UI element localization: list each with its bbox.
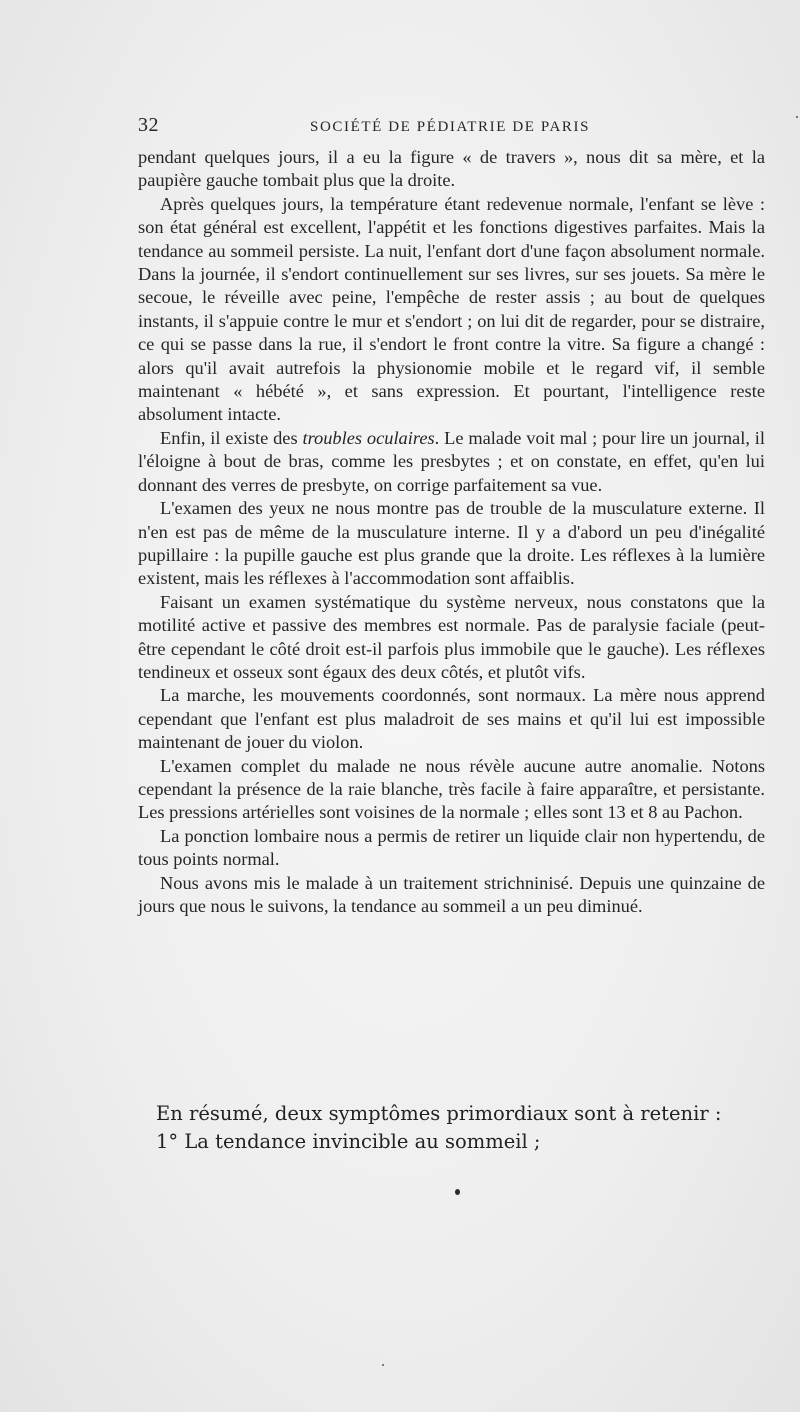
paragraph-text: . Le malade voit mal ; pour lire un journal, il l'éloigne à bout de bras, comme les presbytes ; et on constate, en effet, qu'en lui donnant des verres de presbyte, on corrige parfaitement sa vue. bbox=[138, 427, 765, 495]
paragraph: La marche, les mouvements coordonnés, sont normaux. La mère nous apprend cependant que l'enfant est plus maladroit de ses mains et qu'il lui est impossible maintenant de jouer du violon. bbox=[138, 685, 765, 753]
summary-block bbox=[156, 1100, 756, 1156]
italic-term: troubles oculaires bbox=[302, 427, 435, 448]
summary-intro: En résumé, deux symptômes primordiaux sont à retenir : bbox=[156, 1102, 722, 1125]
paragraph bbox=[138, 427, 765, 497]
page-number: 32 bbox=[138, 114, 159, 136]
page-header bbox=[138, 114, 762, 144]
paragraph: Nous avons mis le malade à un traitement strichninisé. Depuis une quinzaine de jours que nous le suivons, la tendance au sommeil a un peu diminué. bbox=[138, 872, 765, 916]
page-speck bbox=[382, 1364, 384, 1366]
running-head: SOCIÉTÉ DE PÉDIATRIE DE PARIS bbox=[310, 119, 591, 135]
paragraph-text: Enfin, il existe des bbox=[160, 427, 303, 448]
paragraph: L'examen des yeux ne nous montre pas de trouble de la musculature externe. Il n'en est pas de même de la musculature interne. Il y a d'abord un peu d'inégalité pupillaire : la pupille gauche est plus grande que la droite. Les réflexes à la lumière existent, mais les réflexes à l'accommodation sont affaiblis. bbox=[138, 498, 765, 589]
paragraph: La ponction lombaire nous a permis de retirer un liquide clair non hypertendu, de tous points normal. bbox=[138, 825, 765, 870]
summary-item-1: 1° La tendance invincible au sommeil ; bbox=[156, 1130, 541, 1153]
paragraph: Après quelques jours, la température étant redevenue normale, l'enfant se lève : son état général est excellent, l'appétit et les fonctions digestives parfaites. Mais la tendance au sommeil persiste. La nuit, l'enfant dort d'une façon absolument normale. Dans la journée, il s'endort continuellement sur ses livres, sur ses jouets. Sa mère le secoue, le réveille avec peine, l'empêche de rester assis ; au bout de quelques instants, il s'appuie contre le mur et s'endort ; on lui dit de regarder, pour se distraire, ce qui se passe dans la rue, il s'endort le front contre la vitre. Sa figure a changé : alors qu'il avait autrefois la physionomie mobile et le regard vif, il semble maintenant « hébété », et sans expression. Et pourtant, l'intelligence reste absolument intacte. bbox=[138, 193, 765, 425]
paragraph: pendant quelques jours, il a eu la figure « de travers », nous dit sa mère, et la paupière gauche tombait plus que la droite. bbox=[138, 147, 765, 191]
paragraph: Faisant un examen systématique du système nerveux, nous constatons que la motilité active et passive des membres est normale. Pas de paralysie faciale (peut-être cependant le côté droit est-il parfois plus immobile que le gauche). Les réflexes tendineux et osseux sont égaux des deux côtés, et plutôt vifs. bbox=[138, 591, 765, 682]
body-text bbox=[138, 146, 765, 918]
paragraph: L'examen complet du malade ne nous révèle aucune autre anomalie. Notons cependant la présence de la raie blanche, très facile à faire apparaître, et persistante. Les pressions artérielles sont voisines de la normale ; elles sont 13 et 8 au Pachon. bbox=[138, 755, 765, 823]
page-speck bbox=[796, 116, 798, 118]
ink-dot bbox=[455, 1189, 460, 1195]
